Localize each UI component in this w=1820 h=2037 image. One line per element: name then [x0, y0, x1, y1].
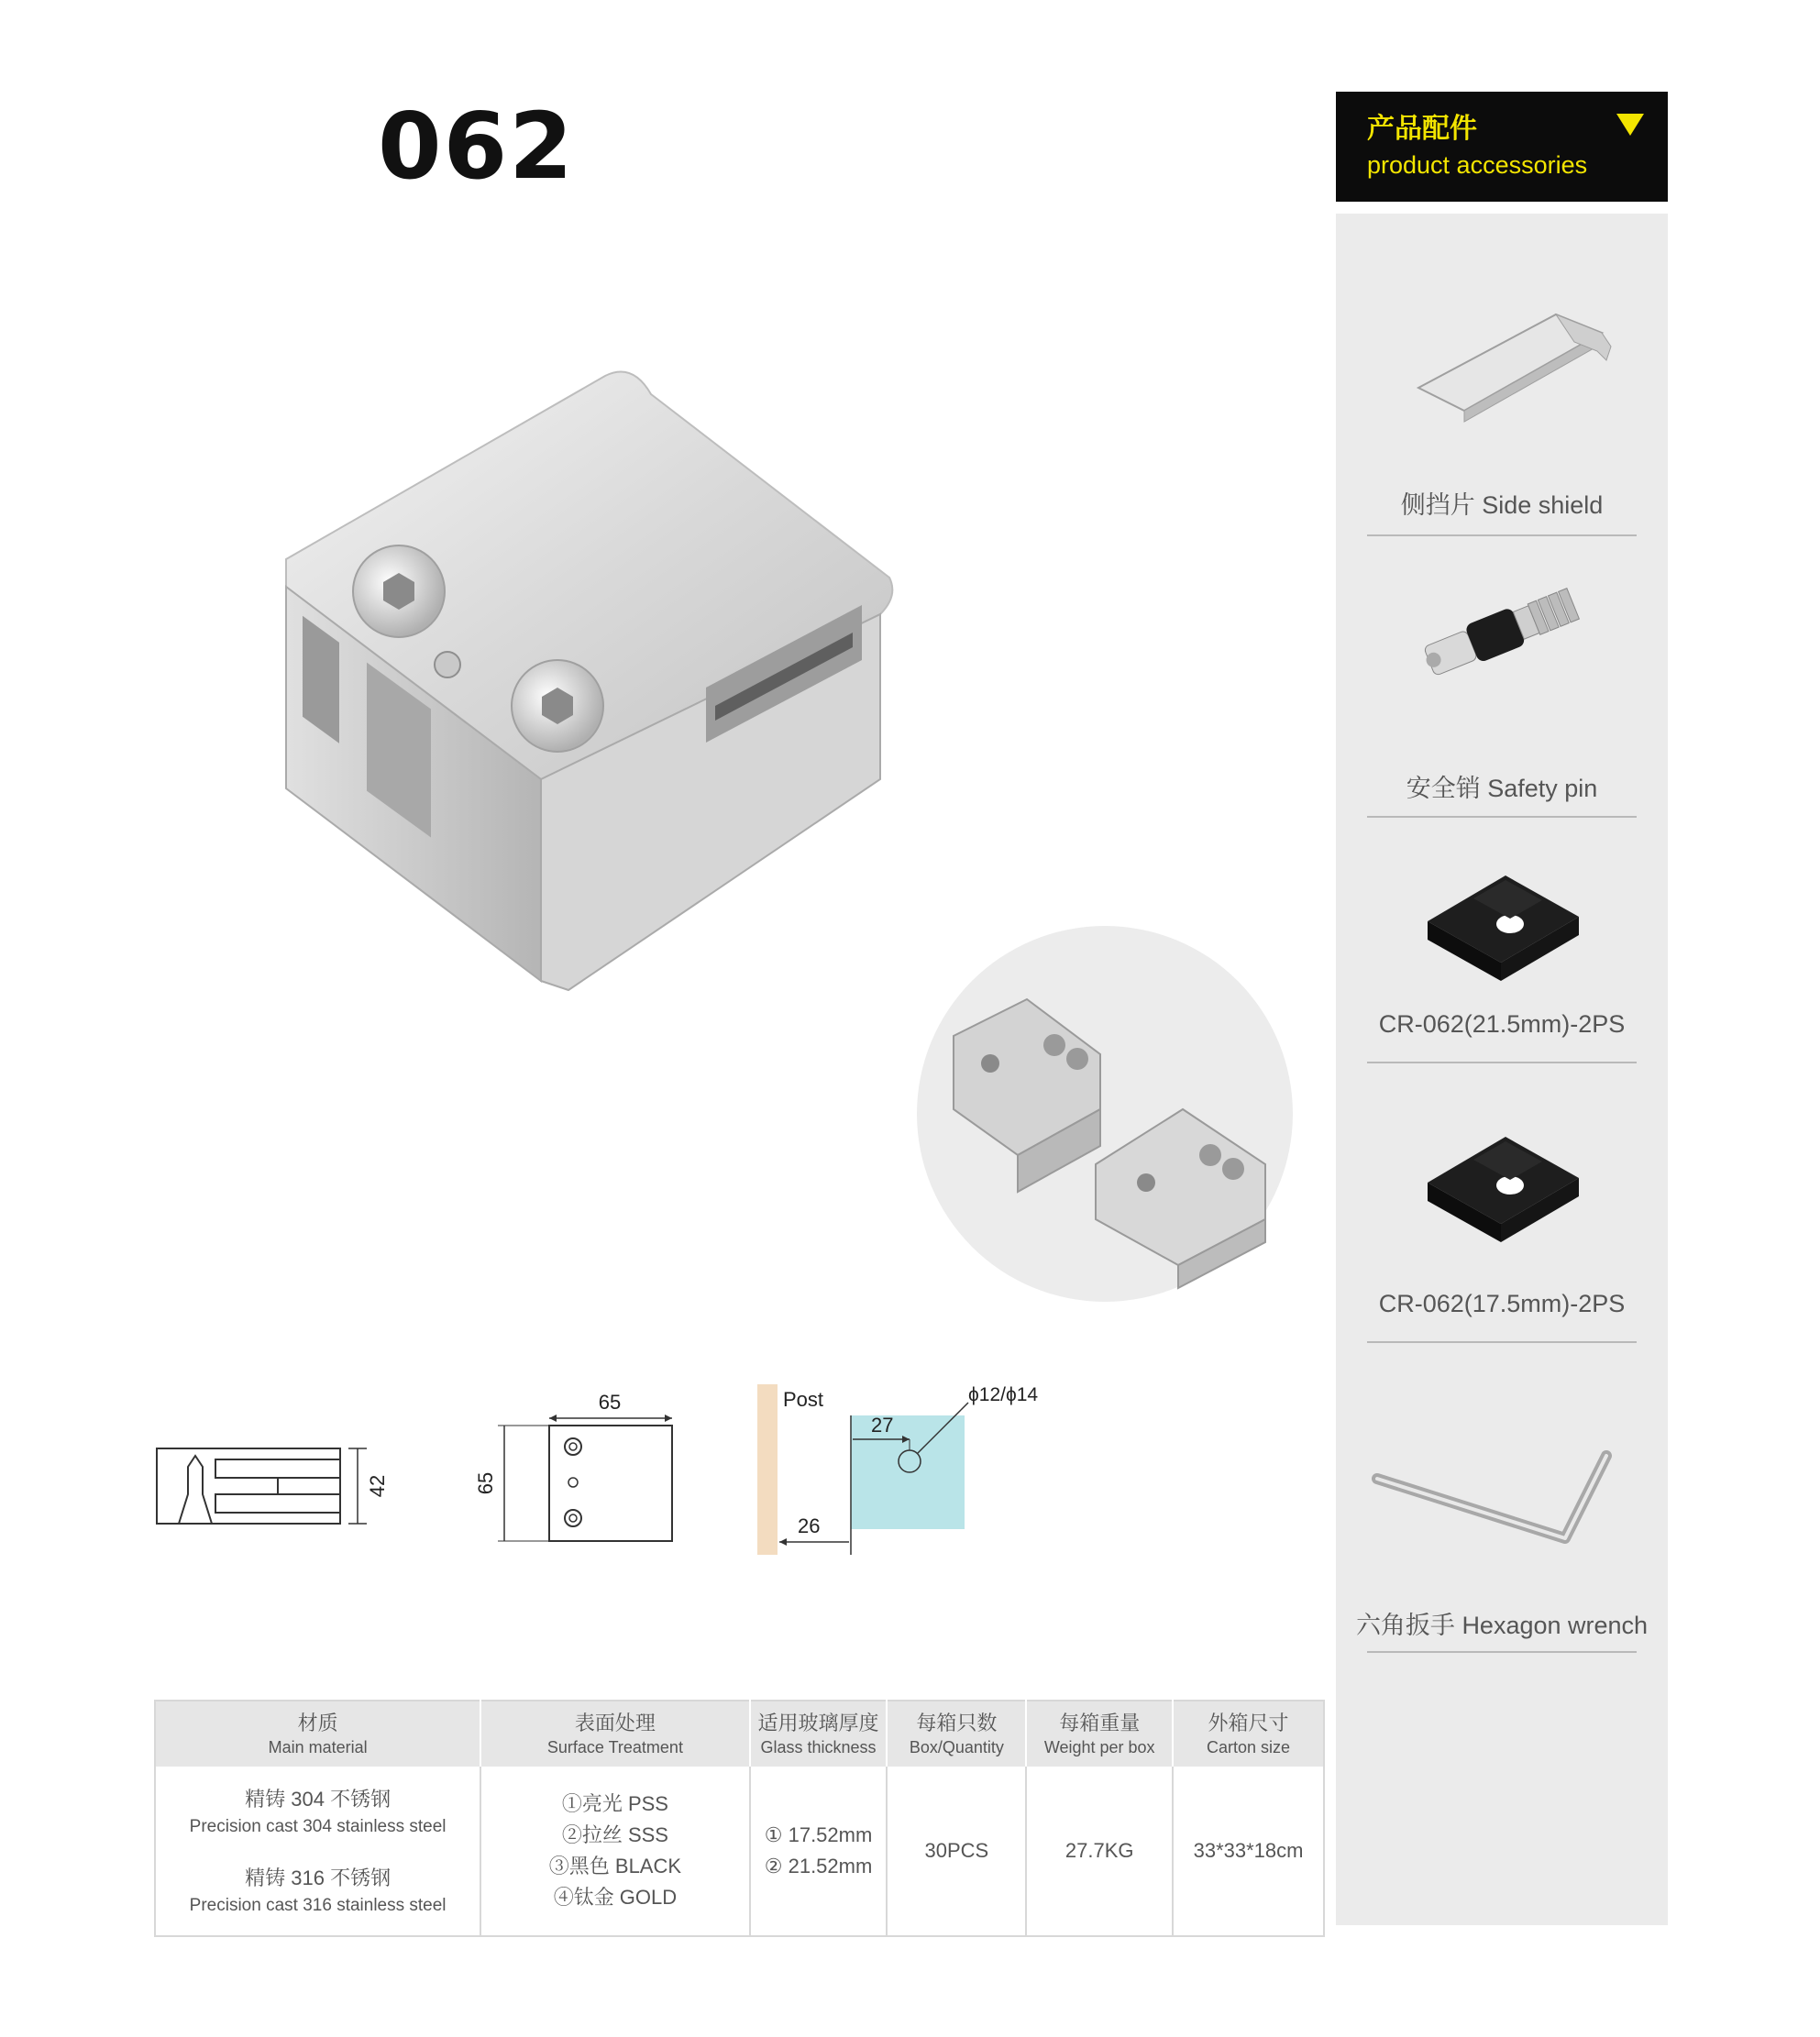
front-width-value: 65: [598, 1391, 622, 1414]
divider: [1367, 816, 1637, 818]
cell-main-material: 精铸 304 不锈钢 Precision cast 304 stainless steel 精铸 316 不锈钢 Precision cast 316 stainless steel: [189, 1788, 447, 1915]
post-glass-diagram: [752, 1375, 1082, 1558]
side-height-value: 42: [365, 1474, 389, 1498]
divider: [1367, 534, 1637, 536]
inner-parts-detail: [917, 926, 1293, 1302]
header-box-quantity: 每箱只数 Box/Quantity: [887, 1701, 1026, 1767]
rubber-gasket-21-5-label: CR-062(21.5mm)-2PS: [1378, 1010, 1626, 1038]
model-number: 062: [378, 93, 575, 200]
side-shield-label: 侧挡片 Side shield: [1400, 491, 1604, 519]
cell-weight-per-box: 27.7KG: [1026, 1767, 1173, 1936]
header-weight-per-box: 每箱重量 Weight per box: [1026, 1701, 1173, 1767]
header-glass-thickness: 适用玻璃厚度 Glass thickness: [750, 1701, 888, 1767]
offset-bottom-value: 26: [798, 1514, 821, 1537]
cell-box-quantity: 30PCS: [887, 1767, 1026, 1936]
front-view-drawing: [472, 1389, 683, 1545]
post-label: Post: [783, 1388, 824, 1411]
spec-table-header-row: [155, 1701, 1324, 1767]
offset-top-value: 27: [871, 1414, 894, 1437]
rubber-gasket-17-5-image: [1336, 1086, 1668, 1270]
cell-carton-size: 33*33*18cm: [1173, 1767, 1324, 1936]
accessories-header: [1336, 92, 1668, 202]
inner-parts-image: [917, 926, 1293, 1302]
rubber-gasket-17-5-label: CR-062(17.5mm)-2PS: [1378, 1290, 1626, 1317]
rubber-gasket-21-5-image: [1336, 825, 1668, 1008]
accessories-panel: [1336, 214, 1668, 1925]
triangle-down-icon: [1616, 114, 1644, 136]
accessories-title-zh: 产品配件: [1367, 113, 1477, 145]
header-main-material: 材质 Main material: [155, 1701, 480, 1767]
header-surface-treatment: 表面处理 Surface Treatment: [480, 1701, 749, 1767]
cell-glass-thickness: ① 17.52mm ② 21.52mm: [750, 1767, 888, 1936]
divider: [1367, 1062, 1637, 1063]
side-view-drawing: [151, 1430, 399, 1531]
glass-clamp-product-image: [275, 358, 917, 999]
header-carton-size: 外箱尺寸 Carton size: [1173, 1701, 1324, 1767]
hexagon-wrench-label: 六角扳手 Hexagon wrench: [1355, 1612, 1649, 1639]
spec-table: [154, 1700, 1325, 1937]
table-row: [155, 1767, 1324, 1936]
divider: [1367, 1651, 1637, 1653]
front-height-value: 65: [473, 1471, 497, 1495]
hexagon-wrench-image: [1336, 1405, 1668, 1589]
divider: [1367, 1341, 1637, 1343]
safety-pin-label: 安全销 Safety pin: [1406, 775, 1598, 802]
side-shield-image: [1336, 259, 1668, 443]
hole-diameter-value: ϕ12/ϕ14: [968, 1384, 1039, 1405]
cell-surface-treatment: ①亮光 PSS ②拉丝 SSS ③黑色 BLACK ④钛金 GOLD: [480, 1767, 749, 1936]
safety-pin-image: [1336, 539, 1668, 722]
post-bar: [757, 1384, 778, 1555]
accessories-title-en: product accessories: [1367, 151, 1588, 179]
